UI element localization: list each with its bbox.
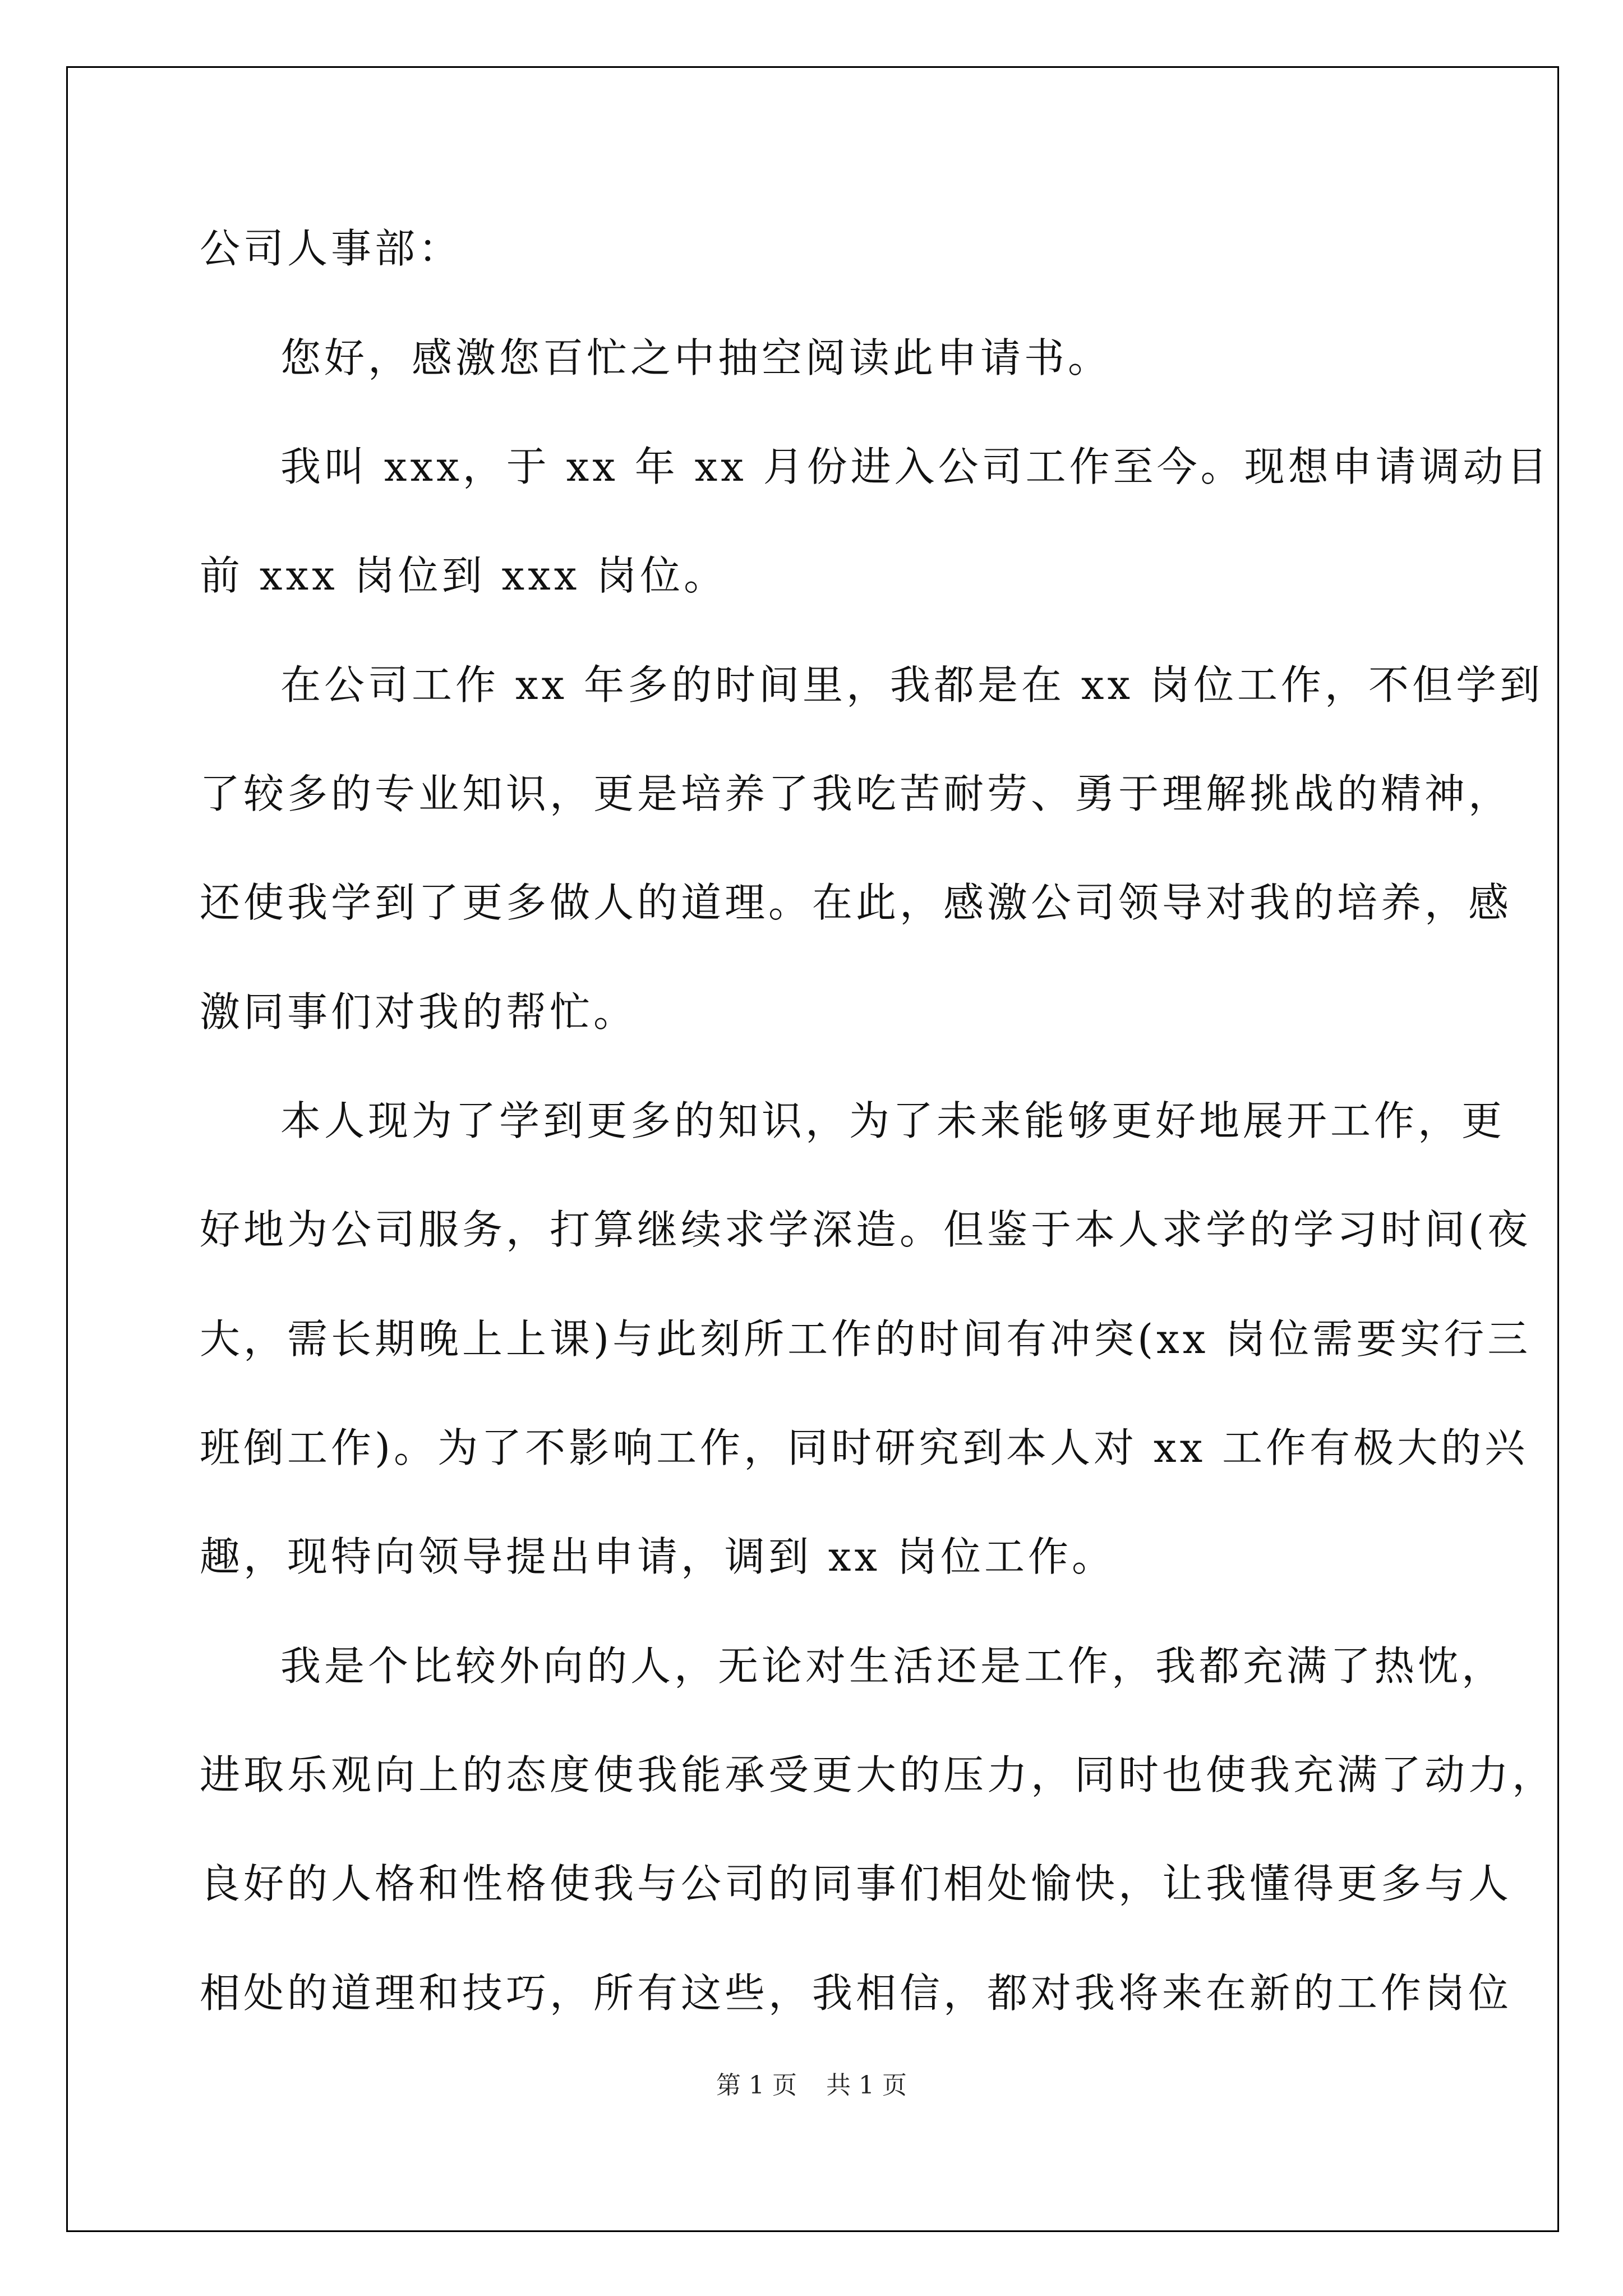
paragraph-line: 我叫 xxx，于 xx 年 xx 月份进入公司工作至今。现想申请调动目	[280, 443, 1551, 490]
paragraph-line: 大，需长期晚上上课)与此刻所工作的时间有冲突(xx 岗位需要实行三	[200, 1315, 1532, 1363]
paragraph-line: 好地为公司服务，打算继续求学深造。但鉴于本人求学的学习时间(夜	[200, 1206, 1532, 1253]
paragraph-line: 良好的人格和性格使我与公司的同事们相处愉快，让我懂得更多与人	[200, 1860, 1513, 1907]
page-footer	[0, 2069, 1623, 2102]
paragraph-line: 前 xxx 岗位到 xxx 岗位。	[200, 552, 728, 599]
paragraph-line: 您好，感激您百忙之中抽空阅读此申请书。	[280, 334, 1112, 381]
page-total: 共 1 页	[826, 2071, 907, 2100]
paragraph-line: 在公司工作 xx 年多的时间里，我都是在 xx 岗位工作，不但学到	[280, 661, 1543, 708]
paragraph-line: 班倒工作)。为了不影响工作，同时研究到本人对 xx 工作有极大的兴	[200, 1424, 1529, 1471]
salutation-line: 公司人事部：	[200, 225, 463, 272]
paragraph-line: 我是个比较外向的人，无论对生活还是工作，我都充满了热忱，	[280, 1642, 1506, 1690]
paragraph-line: 趣，现特向领导提出申请，调到 xx 岗位工作。	[200, 1533, 1115, 1580]
paragraph-line: 进取乐观向上的态度使我能承受更大的压力，同时也使我充满了动力，	[200, 1751, 1556, 1798]
paragraph-line: 本人现为了学到更多的知识，为了未来能够更好地展开工作，更	[280, 1097, 1506, 1144]
paragraph-line: 还使我学到了更多做人的道理。在此，感激公司领导对我的培养，感	[200, 879, 1513, 926]
paragraph-line: 了较多的专业知识，更是培养了我吃苦耐劳、勇于理解挑战的精神，	[200, 770, 1513, 817]
paragraph-line: 激同事们对我的帮忙。	[200, 988, 638, 1036]
page-number: 第 1 页	[716, 2071, 797, 2100]
paragraph-line: 相处的道理和技巧，所有这些，我相信，都对我将来在新的工作岗位	[200, 1970, 1513, 2017]
